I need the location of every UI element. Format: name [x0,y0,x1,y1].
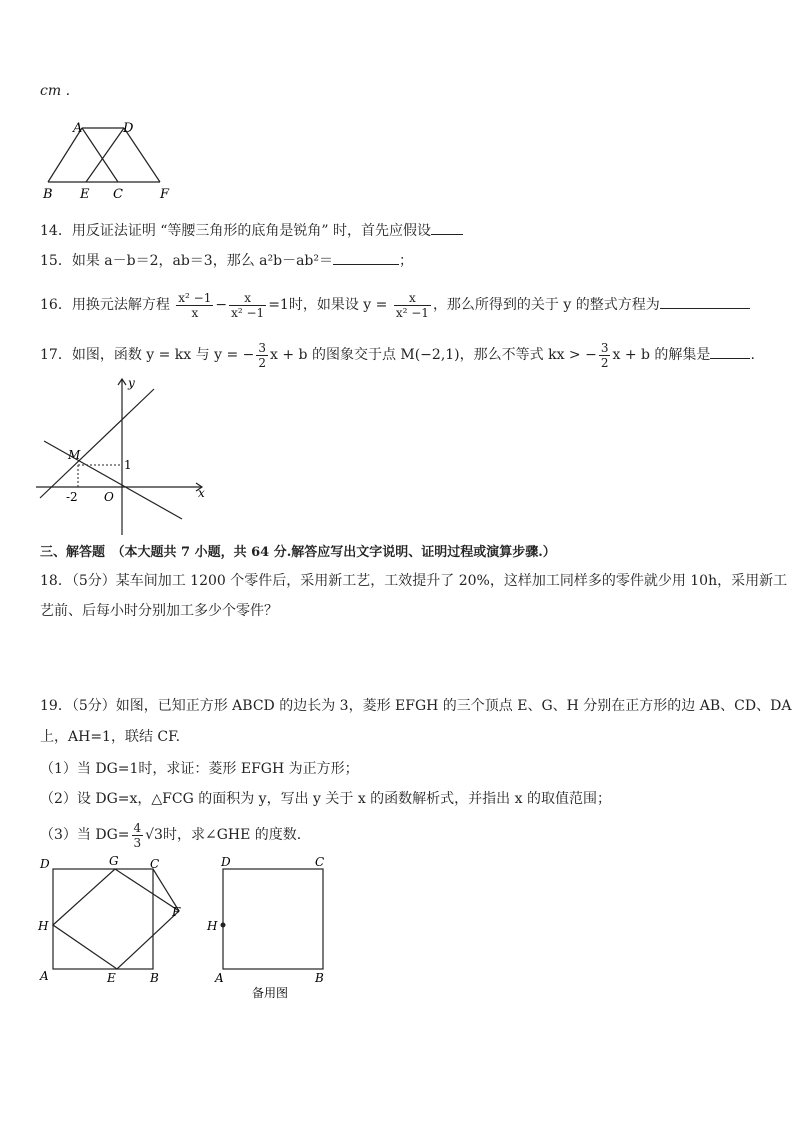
fraction-2-num: x [229,291,266,306]
label-H: H [38,919,49,933]
label-D: D [221,855,231,869]
question-16-suffix: ，那么所得到的关于 y 的整式方程为 [432,297,660,313]
label-C: C [150,857,160,871]
answer-blank-16[interactable] [660,294,750,309]
label-M: M [68,448,81,462]
question-16-eq: =1时，如果设 y = [268,297,388,313]
question-14 [40,220,463,240]
answer-blank-15[interactable] [333,250,399,265]
fraction-17b [599,341,611,370]
label-F: F [172,905,181,919]
fraction-17b-den: 2 [600,355,609,370]
question-18-line1: 18．（5分）某车间加工 1200 个零件后，采用新工艺，工效提升了 20%，这样加工同样多的零件就少用 10h，采用新工 [40,573,788,589]
question-17-mid: x + b 的图象交于点 M(−2,1)，那么不等式 kx > − [270,347,597,363]
sqrt-3: √3 [145,827,163,843]
label-B: B [43,187,53,200]
unit-text: cm . [40,83,71,99]
semicolon: ； [399,253,413,269]
question-16-prefix: 16．用换元法解方程 [40,297,170,313]
minus-sign: − [215,297,228,313]
label-B: B [150,971,159,985]
question-17-suffix: x + b 的解集是 [612,347,711,363]
label-x: x [198,486,205,500]
fraction-17b-num: 3 [600,340,609,355]
question-19-part3 [40,818,301,852]
label-F: F [160,187,170,200]
figure-q17 [34,375,214,540]
answer-blank-17[interactable] [710,344,750,359]
label-1: 1 [124,458,132,472]
label-E: E [107,971,116,985]
fraction-17a-den: 2 [258,355,266,370]
question-19-line2: 上，AH=1，联结 CF. [40,729,181,745]
fraction-1 [176,291,213,320]
label-neg2: -2 [66,490,78,504]
figure-q19-spare [205,852,335,1002]
fraction-1-den: x [191,305,199,320]
figure-q13 [40,120,190,200]
question-18-line2: 艺前、后每小时分别加工多少个零件？ [40,603,278,619]
fraction-2 [229,291,266,320]
label-G: G [109,854,119,868]
question-17 [40,338,755,372]
fraction-17a-num: 3 [258,340,266,355]
section-3-heading: 三、解答题 （本大题共 7 小题，共 64 分.解答应写出文字说明、证明过程或演算步骤.） [40,545,556,560]
label-A: A [73,121,83,136]
question-14-text: 14．用反证法证明 “等腰三角形的底角是锐角” 时，首先应假设 [40,223,432,239]
question-19-part1: （1）当 DG=1时，求证：菱形 EFGH 为正方形； [40,761,359,777]
label-C: C [315,855,325,869]
question-15-text: 15．如果 a－b＝2，ab＝3，那么 a²b－ab²＝ [40,253,333,269]
question-16 [40,288,750,322]
period: . [750,347,755,363]
label-y: y [128,376,135,390]
fraction-3 [394,291,431,320]
question-19-part2: （2）设 DG=x，△FCG 的面积为 y，写出 y 关于 x 的函数解析式，并指出 x 的取值范围； [40,791,611,807]
fraction-1-num: x² −1 [178,290,212,305]
label-D: D [40,857,50,871]
label-E: E [80,187,90,200]
label-A: A [40,969,49,983]
figure-caption: 备用图 [252,986,289,1000]
label-B: B [315,971,324,985]
label-D: D [123,121,134,136]
fraction-3-den: x² −1 [395,305,429,320]
question-15 [40,250,413,270]
answer-blank-14[interactable] [431,220,463,235]
point-H [221,923,226,928]
label-A: A [215,971,224,985]
question-17-prefix: 17．如图，函数 y = kx 与 y = − [40,347,255,363]
fraction-19-num: 4 [133,820,142,835]
part3-suffix: 时，求∠GHE 的度数. [162,827,302,843]
fraction-19-den: 3 [133,835,142,850]
part3-prefix: （3）当 DG= [40,827,130,843]
question-19-line1: 19．（5分）如图，已知正方形 ABCD 的边长为 3，菱形 EFGH 的三个顶点 E、G、H 分别在正方形的边 AB、CD、DA [40,698,792,714]
fraction-2-den: x² −1 [231,305,265,320]
label-O: O [104,490,114,504]
figure-q19-main [36,852,196,987]
fraction-17a [256,341,268,370]
label-H: H [207,919,218,933]
fraction-19 [132,821,144,850]
label-C: C [113,187,123,200]
fraction-3-num: x [394,291,431,306]
